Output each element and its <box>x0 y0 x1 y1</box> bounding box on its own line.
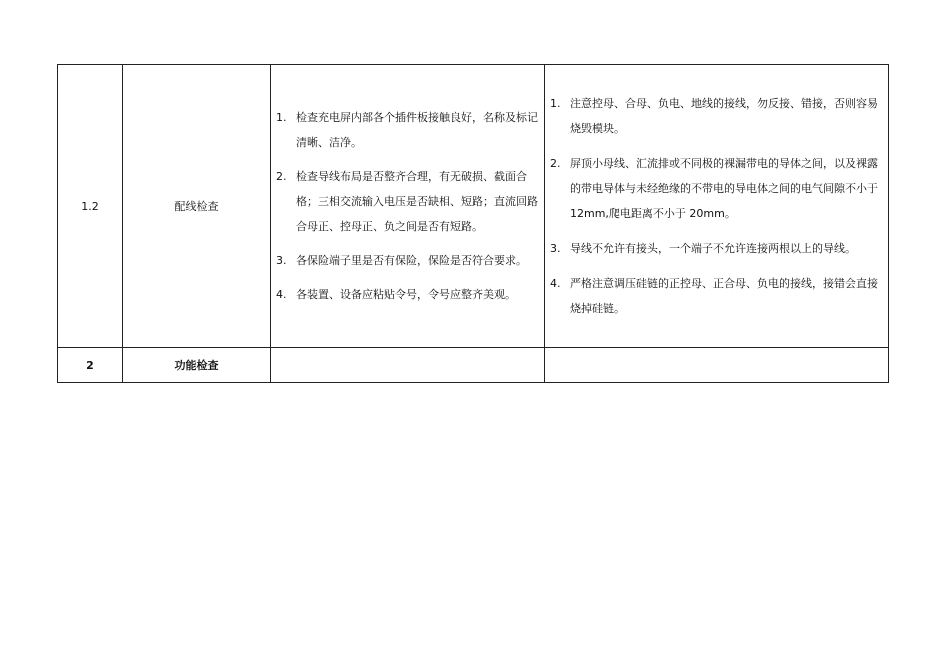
list-item <box>545 151 888 226</box>
notes-list <box>545 91 888 321</box>
list-item <box>271 105 544 155</box>
list-item-number: 3. <box>276 254 287 267</box>
item-name-cell: 配线检查 <box>123 65 271 348</box>
notes-cell <box>545 348 889 383</box>
list-item-text: 各装置、设备应粘贴令号，令号应整齐美观。 <box>296 288 516 301</box>
list-item <box>545 236 888 261</box>
inspection-table <box>57 64 889 383</box>
list-item <box>271 164 544 239</box>
notes-cell <box>545 65 889 348</box>
list-item-text: 导线不允许有接头，一个端子不允许连接两根以上的导线。 <box>570 242 856 255</box>
requirements-list <box>271 105 544 307</box>
list-item-text: 屏顶小母线、汇流排或不同极的裸漏带电的导体之间，以及裸露的带电导体与未经绝缘的不带电的导电体之间的电气间隙不小于 12mm,爬电距离不小于 20mm。 <box>570 157 878 220</box>
list-item <box>545 271 888 321</box>
requirements-cell <box>271 65 545 348</box>
requirements-cell <box>271 348 545 383</box>
item-number-cell: 2 <box>58 348 123 383</box>
item-name-cell: 功能检查 <box>123 348 271 383</box>
list-item-number: 4. <box>276 288 287 301</box>
table-row <box>58 348 889 383</box>
list-item-text: 严格注意调压硅链的正控母、正合母、负电的接线，接错会直接烧掉硅链。 <box>570 277 878 315</box>
list-item-number: 4. <box>550 277 561 290</box>
list-item <box>271 282 544 307</box>
list-item-text: 检查导线布局是否整齐合理，有无破损、截面合格；三相交流输入电压是否缺相、短路；直流回路合母正、控母正、负之间是否有短路。 <box>296 170 538 233</box>
list-item-text: 各保险端子里是否有保险，保险是否符合要求。 <box>296 254 527 267</box>
list-item <box>545 91 888 141</box>
list-item-number: 2. <box>550 157 561 170</box>
table-row <box>58 65 889 348</box>
list-item-number: 1. <box>550 97 561 110</box>
list-item-number: 1. <box>276 111 287 124</box>
list-item <box>271 248 544 273</box>
list-item-text: 检查充电屏内部各个插件板接触良好，名称及标记清晰、洁净。 <box>296 111 538 149</box>
list-item-text: 注意控母、合母、负电、地线的接线，勿反接、错接，否则容易烧毁模块。 <box>570 97 878 135</box>
list-item-number: 3. <box>550 242 561 255</box>
item-number-cell: 1.2 <box>58 65 123 348</box>
list-item-number: 2. <box>276 170 287 183</box>
